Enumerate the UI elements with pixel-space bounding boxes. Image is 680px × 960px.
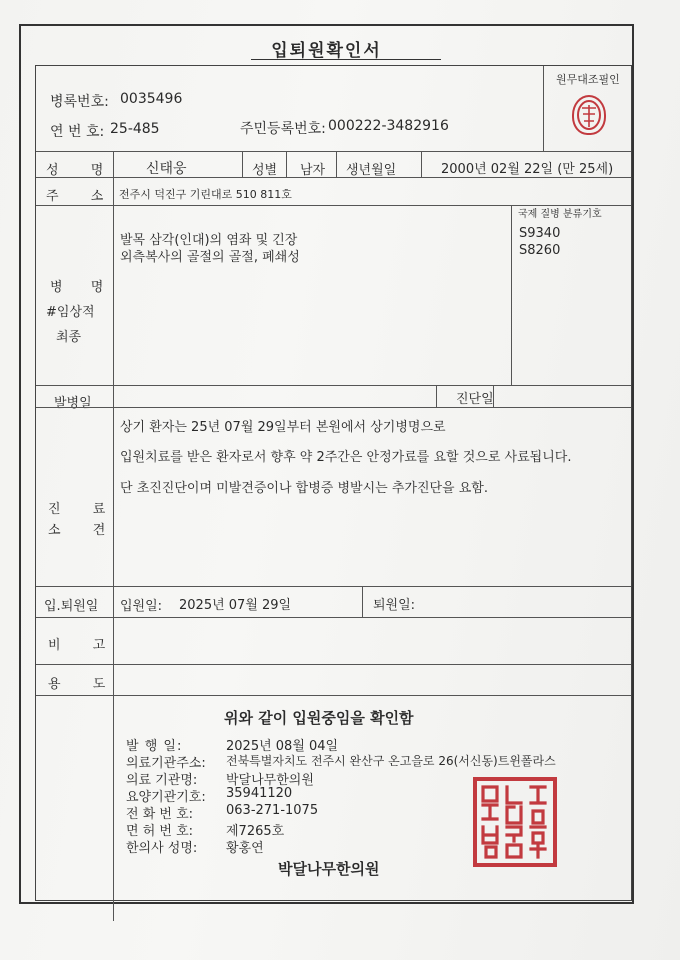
admission-label: 입.퇴원일: [44, 599, 99, 614]
diagnosis-sublabel-2: 최종: [56, 330, 82, 345]
resident-label: 주민등록번호:: [240, 121, 326, 137]
code-2: S8260: [519, 243, 561, 258]
verification-seal: [572, 95, 606, 135]
clinic-address-label: 의료기관주소:: [126, 756, 206, 771]
patient-name: 신태웅: [146, 161, 187, 177]
diagnosis-line-2: 외측복사의 골절의 골절, 폐쇄성: [120, 250, 300, 265]
diagnosis-line-1: 발목 삼각(인대)의 염좌 및 긴장: [120, 233, 298, 248]
clinic-address-value: 전북특별자치도 전주시 완산구 온고을로 26(서신동)트윈폴라스: [226, 754, 556, 768]
clinic-seal: [473, 777, 557, 867]
ward-no-label: 병록번호:: [50, 94, 109, 110]
findings-line-3: 단 초진진단이며 미발견증이나 합병증 병발시는 추가진단을 요함.: [120, 481, 488, 496]
admission-in-date: 2025년 07월 29일: [179, 598, 292, 613]
serial-value: 25-485: [110, 121, 160, 137]
doctor-name-value: 황홍연: [226, 841, 264, 856]
purpose-label: 용 도: [48, 677, 120, 692]
phone-label: 전 화 번 호:: [126, 807, 194, 822]
resident-value: 000222-3482916: [328, 118, 449, 134]
form-table: [35, 65, 632, 901]
title-underline: [251, 59, 441, 60]
dob-label: 생년월일: [346, 163, 397, 178]
sex-label: 성별: [252, 163, 278, 178]
clinic-signature-name: 박달나무한의원: [278, 860, 380, 878]
issue-date-value: 2025년 08월 04일: [226, 739, 339, 754]
institution-code-label: 요양기관기호:: [126, 790, 206, 805]
name-label: 성 명: [46, 163, 118, 178]
remarks-label: 비 고: [48, 638, 120, 653]
serial-label: 연 번 호:: [50, 124, 105, 140]
code-header: 국제 질병 분류기호: [518, 209, 602, 220]
institution-code-value: 35941120: [226, 786, 293, 801]
findings-line-2: 입원치료를 받은 환자로서 향후 약 2주간은 안정가료를 요할 것으로 사료됩니다.: [120, 450, 572, 465]
diag-date-label: 진단일: [456, 392, 494, 407]
diagnosis-label: 병 명: [50, 280, 116, 295]
license-label: 면 허 번 호:: [126, 824, 194, 839]
ward-no-value: 0035496: [120, 91, 183, 107]
address-label: 주 소: [46, 189, 118, 204]
issue-date-label: 발 행 일:: [126, 739, 183, 754]
admission-out-label: 퇴원일:: [373, 598, 416, 613]
document-title: 입퇴원확인서: [271, 41, 382, 61]
license-value: 제7265호: [226, 824, 285, 839]
onset-label: 발병일: [54, 396, 92, 411]
findings-label-1: 진 료: [48, 502, 120, 517]
diagnosis-sublabel-1: #임상적: [46, 305, 95, 320]
stamp-box-label: 원무대조필인: [556, 73, 620, 86]
phone-value: 063-271-1075: [226, 803, 319, 818]
address-value: 전주시 덕진구 기린대로 510 811호: [119, 188, 292, 201]
dob-value: 2000년 02월 22일 (만 25세): [441, 162, 614, 177]
findings-label-2: 소 견: [48, 523, 120, 538]
stamp-box-divider: [543, 66, 544, 151]
confirm-statement: 위와 같이 입원중임을 확인함: [224, 709, 414, 727]
clinic-name-label: 의료 기관명:: [126, 773, 198, 788]
findings-line-1: 상기 환자는 25년 07월 29일부터 본원에서 상기병명으로: [120, 420, 446, 435]
doctor-name-label: 한의사 성명:: [126, 841, 198, 856]
admission-in-label: 입원일:: [120, 599, 163, 614]
clinic-name-value: 박달나무한의원: [226, 773, 314, 788]
sex-value: 남자: [300, 163, 326, 178]
code-1: S9340: [519, 226, 561, 241]
code-column-divider: [511, 205, 512, 385]
